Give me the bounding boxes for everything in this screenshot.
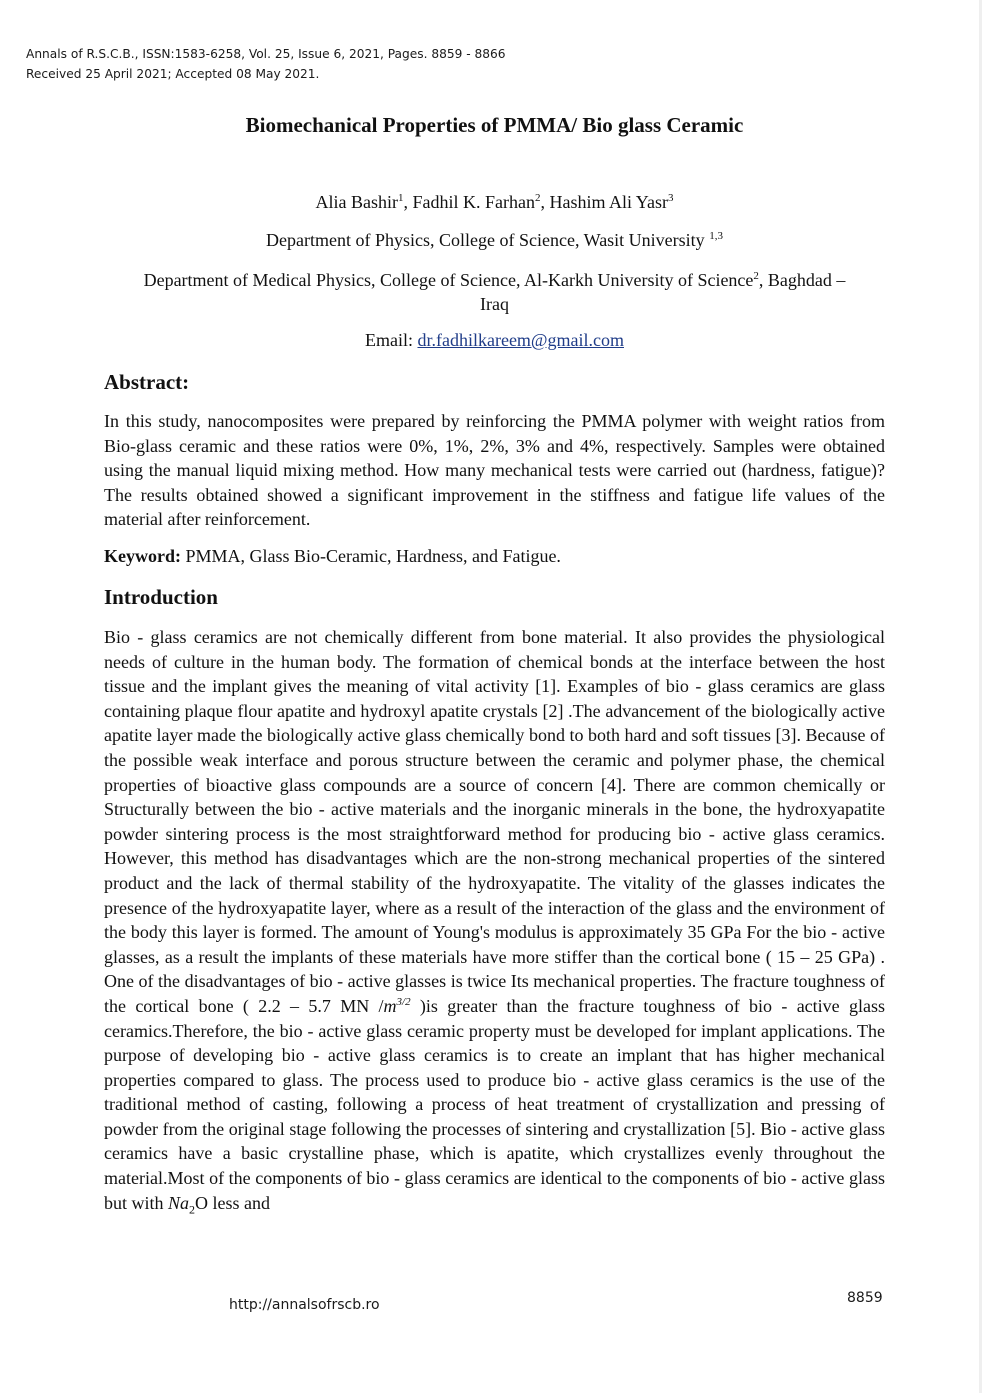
abstract-body [104,409,885,532]
introduction-text [104,625,885,1222]
introduction-heading: Introduction [104,585,218,609]
chemical-formula: Na [168,1192,190,1213]
intro-text-part3: less and [208,1192,271,1213]
footer-url[interactable]: http://annalsofrscb.ro [229,1297,380,1313]
math-unit: m [383,995,397,1016]
chemical-subscript: 2 [189,1202,196,1217]
page-number: 8859 [847,1290,883,1306]
author-list: Alia Bashir$^1$, Fadhil K. Farhan$^2$, Hashim Ali Yasr$^3$ [315,192,674,212]
journal-header [26,44,506,84]
intro-text-part1: Bio - glass ceramics are not chemically different from bone material. It also provides the physiological needs of culture in the human body. The formation of chemical bonds at the interface between the host tissue and the implant gives the meaning of vital activity [1]. Examples of bio - glass ceramics are glass containing plaque flour apatite and hydroxyl apatite crystals [2] .The advancement of the biologically active apatite layer made the biologically active glass chemically bond to both hard and soft tissues [3]. Because of the possible weak interface and porous structure between the ceramic and polymer phase, the chemical properties of bioactive glass compounds are a source of concern [4]. There are common chemically or Structurally between the bio - active materials and the inorganic minerals in the bone, the hydroxyapatite powder sintering process is the most straightforward method for producing bio - active glass ceramics. However, this method has disadvantages which are the non-strong mechanical properties of the sintered product and the lack of thermal stability of the hydroxyapatite. The vitality of the glasses indicates the presence of the hydroxyapatite layer, where as a result of the interaction of the glass and the environment of the body this layer is formed. The amount of Young's modulus is approximately 35 GPa For the bio - active glasses, as a result the implants of these materials have more stiffer than the cortical bone ( 15 – 25 GPa) . One of the disadvantages of bio - active glasses is twice Its mechanical properties. The fracture toughness of the cortical bone ( 2.2 – 5.7 MN / [104,627,885,1016]
introduction-body [104,625,885,1222]
author-name: Alia Bashir [315,192,398,212]
abstract-heading: Abstract: [104,370,190,394]
affiliation-1-mark: 1,3 [709,230,723,242]
keywords [104,546,561,567]
email-link[interactable]: dr.fadhilkareem@gmail.com [417,330,624,350]
affiliation-1 [0,230,982,251]
contact-email [0,330,982,351]
journal-citation-line: Annals of R.S.C.B., ISSN:1583-6258, Vol. 25, Issue 6, 2021, Pages. 8859 - 8866 [26,47,506,61]
affiliation-2-text: Department of Medical Physics, College of Science, Al-Karkh University of Science [143,270,754,290]
author-name: Hashim Ali Yasr [549,192,668,212]
email-label: Email: [364,330,418,350]
intro-text-part2: )is greater than the fracture toughness of bio - active glass ceramics.Therefore, the bio - active glass ceramic property must be developed for implant applications. The purpose of developing bio - active glass ceramics is to create an implant that has higher mechanical properties compared to glass. The process used to produce bio - active glass ceramics is the use of the traditional method of casting, following a process of heat treatment of crystallization and pressing of powder from the original stage following the processes of sintering and crystallization [5]. Bio - active glass ceramics have a basic crystalline phase, which is apatite, which crystallizes evenly throughout the material.Most of the components of bio - glass ceramics are identical to the components of bio - active glass but with [104,995,885,1213]
affiliation-1-text: Department of Physics, College of Science, Wasit University [266,230,710,250]
affiliation-2-city: , Baghdad – [758,270,846,290]
author-affiliation-mark: 2 [534,192,541,204]
keywords-label: Keyword: [104,546,181,566]
affiliation-2-country: Iraq [480,294,509,314]
keywords-text: PMMA, Glass Bio-Ceramic, Hardness, and Fatigue. [180,546,561,566]
abstract-text: In this study, nanocomposites were prepared by reinforcing the PMMA polymer with weight ratios from Bio-glass ceramic and these ratios were 0%, 1%, 2%, 3% and 4%, respectively. Samples were obtained using the manual liquid mixing method. How many mechanical tests were carried out (hardness, fatigue)? The results obtained showed a significant improvement in the stiffness and fatigue life values of the material after reinforcement. [104,411,885,530]
received-accepted-dates: Received 25 April 2021; Accepted 08 May 2021. [26,67,320,81]
chemical-formula-o: O [195,1192,209,1213]
author-affiliation-mark: 1 [397,192,404,204]
affiliation-2-mark: 2 [753,270,759,282]
math-exponent: 3/2 [396,995,411,1008]
paper-title: Biomechanical Properties of PMMA/ Bio glass Ceramic [245,113,744,137]
affiliation-2 [0,268,982,316]
author-affiliation-mark: 3 [668,192,674,204]
author-name: Fadhil K. Farhan [412,192,535,212]
